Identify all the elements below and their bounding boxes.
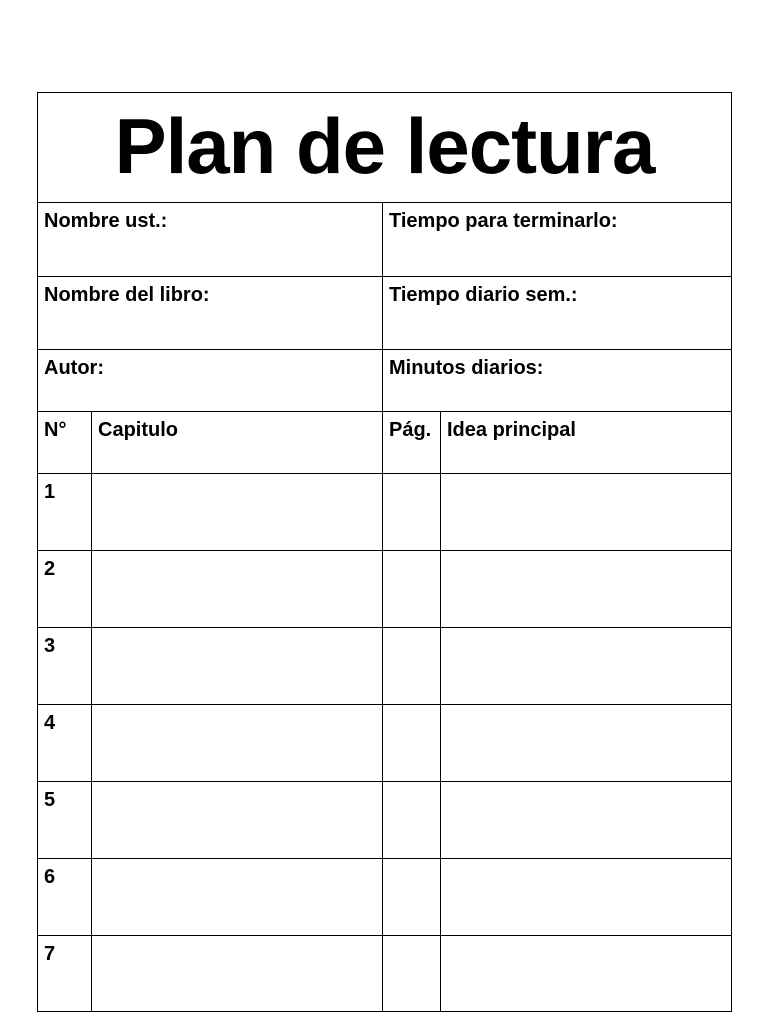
main-idea-cell[interactable] [441, 936, 731, 1011]
title-row [38, 93, 731, 203]
main-idea-cell[interactable] [441, 551, 731, 627]
chapter-cell[interactable] [92, 705, 382, 781]
weekly-daily-time-field[interactable] [383, 277, 731, 349]
daily-minutes-field[interactable] [383, 350, 731, 411]
table-row [38, 551, 731, 628]
student-name-field[interactable] [38, 203, 382, 276]
table-row [38, 628, 731, 705]
page-cell[interactable] [383, 705, 440, 781]
row-number: 6 [44, 866, 56, 888]
page-cell[interactable] [383, 936, 440, 1011]
student-name-label: Nombre ust.: [44, 210, 168, 232]
row-number: 3 [44, 635, 56, 657]
main-idea-cell[interactable] [441, 705, 731, 781]
chapter-cell[interactable] [92, 936, 382, 1011]
chapter-cell[interactable] [92, 474, 382, 550]
chapter-cell[interactable] [92, 551, 382, 627]
main-idea-cell[interactable] [441, 782, 731, 858]
column-header-page: Pág. [389, 419, 432, 441]
main-idea-cell[interactable] [441, 474, 731, 550]
info-row-2 [38, 277, 731, 350]
table-row [38, 782, 731, 859]
chapter-cell[interactable] [92, 628, 382, 704]
info-row-1 [38, 203, 731, 277]
daily-minutes-label: Minutos diarios: [389, 357, 544, 379]
time-to-finish-field[interactable] [383, 203, 731, 276]
time-to-finish-label: Tiempo para terminarlo: [389, 210, 618, 232]
author-field[interactable] [38, 350, 382, 411]
page-cell[interactable] [383, 474, 440, 550]
table-row [38, 474, 731, 551]
page-cell[interactable] [383, 782, 440, 858]
chapter-cell[interactable] [92, 782, 382, 858]
main-idea-cell[interactable] [441, 628, 731, 704]
reading-plan-sheet [37, 92, 732, 1012]
chapter-cell[interactable] [92, 859, 382, 935]
page-cell[interactable] [383, 628, 440, 704]
page-cell[interactable] [383, 859, 440, 935]
book-name-field[interactable] [38, 277, 382, 349]
table-header-row [38, 412, 731, 474]
table-row [38, 859, 731, 936]
row-number: 5 [44, 789, 56, 811]
table-row [38, 936, 731, 1011]
main-idea-cell[interactable] [441, 859, 731, 935]
row-number: 2 [44, 558, 56, 580]
weekly-daily-time-label: Tiempo diario sem.: [389, 284, 578, 306]
author-label: Autor: [44, 357, 104, 379]
row-number: 7 [44, 943, 56, 965]
column-header-main-idea: Idea principal [447, 419, 576, 441]
page-title: Plan de lectura [114, 101, 655, 190]
info-row-3 [38, 350, 731, 412]
row-number: 1 [44, 481, 56, 503]
book-name-label: Nombre del libro: [44, 284, 210, 306]
page-cell[interactable] [383, 551, 440, 627]
column-header-number: N° [44, 419, 67, 441]
table-row [38, 705, 731, 782]
column-header-chapter: Capitulo [98, 419, 178, 441]
row-number: 4 [44, 712, 56, 734]
